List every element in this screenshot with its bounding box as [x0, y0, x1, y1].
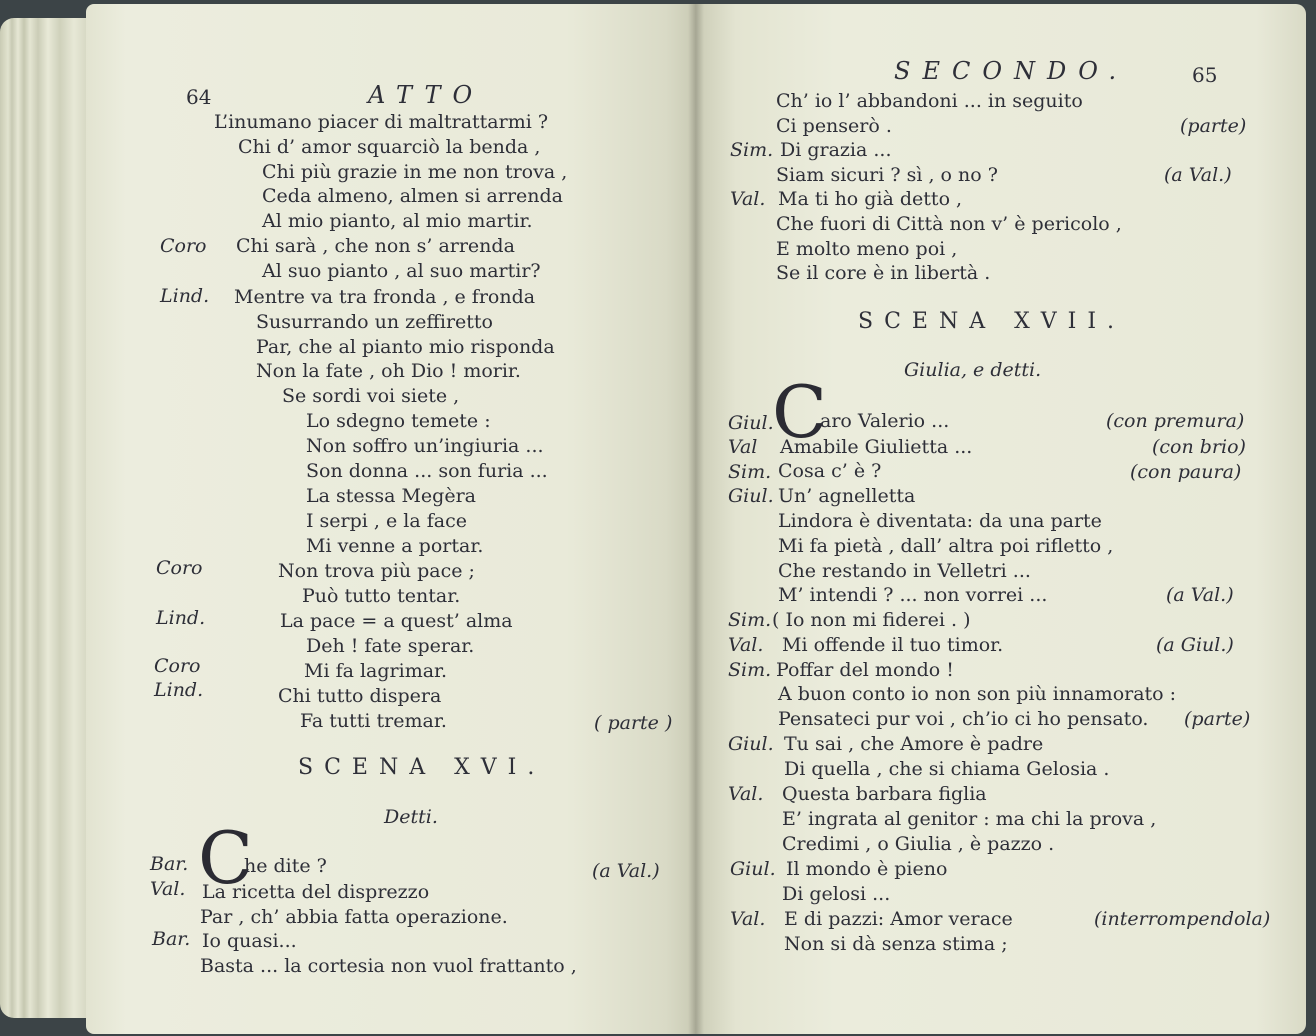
stage-direction: (con premura) [1106, 410, 1245, 432]
speaker-label: Bar. [152, 928, 191, 950]
verse-line: Non la fate , oh Dio ! morir. [256, 360, 521, 382]
verse-line: Chi d’ amor squarciò la benda , [238, 136, 541, 158]
dialogue-line: E’ ingrata al genitor : ma chi la prova , [782, 808, 1157, 830]
stage-direction: (parte) [1184, 708, 1251, 730]
page-number: 64 [186, 85, 212, 109]
verse-line: Ceda almeno, almen si arrenda [262, 185, 564, 207]
dialogue-line: Mi offende il tuo timor. [782, 634, 1004, 656]
speaker-label: Val. [728, 634, 764, 656]
speaker-label: Sim. [728, 659, 772, 681]
stage-direction: ( parte ) [594, 712, 673, 734]
verse-line: Lo sdegno temete : [306, 410, 491, 432]
dialogue-line: Questa barbara figlia [782, 783, 987, 805]
stage-direction: (a Val.) [1164, 164, 1232, 186]
running-head: ATTO [368, 81, 485, 109]
dialogue-line: Che restando in Velletri ... [778, 560, 1031, 582]
verse-line: Al mio pianto, al mio martir. [262, 210, 533, 232]
speaker-label: Coro [154, 655, 201, 677]
dialogue-line: Credimi , o Giulia , è pazzo . [782, 833, 1055, 855]
stage-direction: (con brio) [1152, 436, 1246, 458]
verse-line: Può tutto tentar. [302, 585, 461, 607]
dialogue-line: Tu sai , che Amore è padre [784, 733, 1044, 755]
verse-line: I serpi , e la face [306, 510, 467, 532]
verse-line: Ch’ io l’ abbandoni ... in seguito [776, 90, 1083, 112]
verse-line: Se il core è in libertà . [776, 262, 991, 284]
speaker-label: Sim. [730, 139, 774, 161]
dialogue-line: Amabile Giulietta ... [780, 436, 973, 458]
dialogue-line: E di pazzi: Amor verace [784, 908, 1013, 930]
verse-line: Mi venne a portar. [306, 535, 484, 557]
verse-line: Chi tutto dispera [278, 685, 442, 707]
dialogue-line: Di quella , che si chiama Gelosia . [784, 758, 1110, 780]
dialogue-line: Io quasi... [202, 930, 297, 952]
dialogue-line: he dite ? [244, 855, 327, 877]
speaker-label: Giul. [728, 485, 774, 507]
speaker-label: Sim. [728, 461, 772, 483]
speaker-label: Giul. [728, 412, 774, 434]
dialogue-line: Basta ... la cortesia non vuol frattanto , [200, 955, 577, 977]
speaker-label: Coro [160, 235, 207, 257]
verse-line: L’inumano piacer di maltrattarmi ? [214, 111, 549, 133]
speaker-label: Coro [156, 557, 203, 579]
stage-direction: (parte) [1180, 115, 1247, 137]
scene-characters: Giulia, e detti. [904, 359, 1042, 381]
drop-cap: C [198, 816, 254, 900]
verse-line: Chi sarà , che non s’ arrenda [236, 235, 515, 257]
verse-line: La stessa Megèra [306, 485, 476, 507]
verse-line: La pace = a quest’ alma [280, 610, 513, 632]
verse-line: Non trova più pace ; [278, 560, 475, 582]
speaker-label: Val. [150, 878, 186, 900]
speaker-label: Val. [730, 908, 766, 930]
dialogue-line: Il mondo è pieno [786, 858, 948, 880]
verse-line: Al suo pianto , al suo martir? [262, 260, 541, 282]
speaker-label: Val. [728, 783, 764, 805]
dialogue-line: Di gelosi ... [782, 883, 891, 905]
dialogue-line: M’ intendi ? ... non vorrei ... [778, 584, 1048, 606]
verse-line: Chi più grazie in me non trova , [262, 161, 568, 183]
book-gutter [688, 4, 704, 1034]
dialogue-line: A buon conto io non son più innamorato : [778, 683, 1177, 705]
speaker-label: Sim. [728, 609, 772, 631]
verse-line: Se sordi voi siete , [282, 385, 460, 407]
dialogue-line: aro Valerio ... [820, 410, 950, 432]
verse-line: Deh ! fate sperar. [306, 635, 475, 657]
verse-line: Di grazia ... [780, 139, 892, 161]
dialogue-line: Non si dà senza stima ; [784, 933, 1008, 955]
verse-line: Ma ti ho già detto , [778, 188, 963, 210]
scene-title: SCENA XVI. [298, 755, 546, 780]
stage-direction: (con paura) [1130, 461, 1242, 483]
dialogue-line: Pensateci pur voi , ch’io ci ho pensato. [778, 708, 1149, 730]
speaker-label: Lind. [154, 679, 204, 701]
dialogue-line: Poffar del mondo ! [776, 659, 954, 681]
drop-cap: C [772, 370, 828, 454]
verse-line: Ci penserò . [776, 115, 892, 137]
verse-line: Che fuori di Città non v’ è pericolo , [776, 213, 1122, 235]
verse-line: Par, che al pianto mio risponda [256, 336, 555, 358]
scene-characters: Detti. [384, 806, 438, 828]
dialogue-line: Mi fa pietà , dall’ altra poi rifletto , [778, 535, 1114, 557]
speaker-label: Bar. [150, 853, 189, 875]
scene-title: SCENA XVII. [858, 309, 1126, 334]
speaker-label: Lind. [156, 607, 206, 629]
running-head: SECONDO. [894, 57, 1129, 85]
stage-direction: (interrompendola) [1094, 908, 1271, 930]
speaker-label: Val [728, 436, 758, 458]
verse-line: Mentre va tra fronda , e fronda [234, 286, 536, 308]
speaker-label: Giul. [730, 858, 776, 880]
stage-direction: (a Val.) [1166, 584, 1234, 606]
speaker-label: Lind. [160, 285, 210, 307]
dialogue-line: Par , ch’ abbia fatta operazione. [200, 906, 508, 928]
verse-line: Siam sicuri ? sì , o no ? [776, 164, 998, 186]
dialogue-line: Lindora è diventata: da una parte [778, 510, 1102, 532]
verse-line: Son donna ... son furia ... [306, 460, 548, 482]
dialogue-line: Cosa c’ è ? [778, 460, 882, 482]
dialogue-line: La ricetta del disprezzo [202, 881, 430, 903]
verse-line: Mi fa lagrimar. [304, 660, 448, 682]
speaker-label: Val. [730, 188, 766, 210]
verse-line: E molto meno poi , [776, 238, 958, 260]
page-number: 65 [1192, 63, 1218, 87]
dialogue-line: Un’ agnelletta [778, 485, 916, 507]
verse-line: Non soffro un’ingiuria ... [306, 435, 544, 457]
speaker-label: Giul. [728, 733, 774, 755]
stage-direction: (a Val.) [592, 860, 660, 882]
stage-direction: (a Giul.) [1156, 634, 1234, 656]
dialogue-line: ( Io non mi fiderei . ) [772, 609, 971, 631]
verse-line: Susurrando un zeffiretto [256, 311, 493, 333]
verse-line: Fa tutti tremar. [300, 710, 447, 732]
